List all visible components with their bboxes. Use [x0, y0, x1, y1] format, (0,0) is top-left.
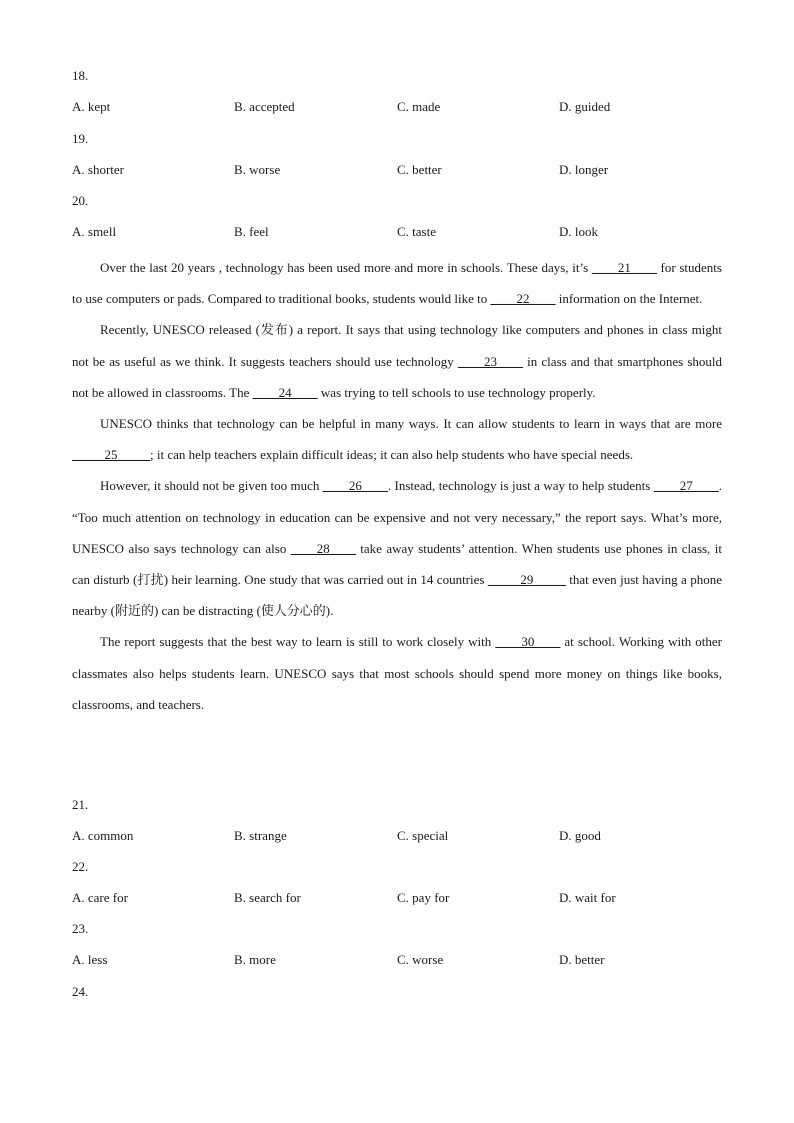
text: Recently, UNESCO released (发布) a report. It says that using technology like computers and phones in class might not be as useful as we think. It suggests teachers should use technology: [72, 322, 722, 369]
text: that even just having a phone nearby (附近的) can be distracting (使人分心的).: [72, 572, 722, 619]
blank-22: ____22____: [490, 291, 556, 307]
blank-25: _____25_____: [72, 447, 150, 463]
option-a[interactable]: A. kept: [72, 99, 111, 114]
question-number: 22.: [72, 859, 89, 874]
blank-24: ____24____: [252, 384, 318, 400]
text: take away students’ attention. When students use phones in class, it can disturb (打扰) heir learning. One study that was carried out in 14 countries: [72, 540, 722, 588]
paragraph-5: [72, 626, 722, 720]
option-c[interactable]: C. made: [397, 99, 441, 114]
option-row: [72, 99, 724, 115]
option-a[interactable]: A. care for: [72, 890, 128, 905]
option-b[interactable]: B. search for: [234, 890, 301, 905]
text: Over the last 20 years , technology has been used more and more in schools. These days, it’s: [100, 260, 592, 275]
paragraph-4: [72, 470, 722, 626]
option-row: [72, 828, 724, 844]
text: information on the Internet.: [555, 291, 703, 307]
option-row: [72, 952, 724, 968]
option-b[interactable]: B. more: [234, 952, 276, 967]
option-b[interactable]: B. accepted: [234, 99, 295, 114]
reading-passage: [72, 252, 722, 720]
option-c[interactable]: C. worse: [397, 952, 444, 967]
option-c[interactable]: C. pay for: [397, 890, 450, 905]
option-c[interactable]: C. special: [397, 828, 449, 843]
option-c[interactable]: C. taste: [397, 224, 436, 239]
text: in class and that smartphones should not be allowed in classrooms. The: [72, 353, 722, 400]
option-row: [72, 224, 724, 240]
option-a[interactable]: A. less: [72, 952, 108, 967]
text: . “Too much attention on technology in education can be expensive and not very necessary,” the report says. What’s more, UNESCO also says technology can also: [72, 478, 722, 556]
option-a[interactable]: A. smell: [72, 224, 117, 239]
option-d[interactable]: D. longer: [559, 162, 609, 177]
text: was trying to tell schools to use technology properly.: [317, 384, 596, 400]
option-b[interactable]: B. worse: [234, 162, 281, 177]
paragraph-1: [72, 252, 722, 314]
blank-23: ____23____: [457, 353, 523, 369]
option-a[interactable]: A. shorter: [72, 162, 124, 177]
option-d[interactable]: D. look: [559, 224, 598, 239]
option-d[interactable]: D. guided: [559, 99, 611, 114]
text: for students to use computers or pads. Compared to traditional books, students would like to: [72, 260, 722, 307]
blank-27: ____27____: [653, 478, 719, 494]
blank-26: ____26____: [322, 478, 388, 494]
blank-28: ____28____: [290, 540, 356, 556]
question-number: 19.: [72, 131, 89, 146]
text: UNESCO thinks that technology can be helpful in many ways. It can allow students to learn in ways that are more: [100, 416, 722, 432]
paragraph-3: [72, 408, 722, 470]
question-number: 23.: [72, 921, 89, 936]
blank-21: ____21____: [591, 260, 657, 275]
text: However, it should not be given too much: [100, 478, 323, 494]
blank-30: ____30____: [495, 634, 561, 650]
option-d[interactable]: D. wait for: [559, 890, 616, 905]
option-a[interactable]: A. common: [72, 828, 134, 843]
text: . Instead, technology is just a way to help students: [387, 478, 654, 494]
question-number: 24.: [72, 984, 89, 999]
text: The report suggests that the best way to learn is still to work closely with: [100, 634, 496, 650]
question-number: 20.: [72, 193, 89, 208]
option-d[interactable]: D. better: [559, 952, 605, 967]
paragraph-2: [72, 314, 722, 408]
question-number: 21.: [72, 797, 89, 812]
question-number: 18.: [72, 68, 89, 83]
option-row: [72, 162, 724, 178]
option-b[interactable]: B. feel: [234, 224, 269, 239]
blank-29: _____29_____: [487, 572, 566, 588]
option-d[interactable]: D. good: [559, 828, 601, 843]
text: ; it can help teachers explain difficult ideas; it can also help students who have special needs.: [150, 447, 634, 463]
text: at school. Working with other classmates also helps students learn. UNESCO says that most schools should spend more money on things like books, classrooms, and teachers.: [72, 634, 722, 712]
option-b[interactable]: B. strange: [234, 828, 287, 843]
option-row: [72, 890, 724, 906]
option-c[interactable]: C. better: [397, 162, 442, 177]
